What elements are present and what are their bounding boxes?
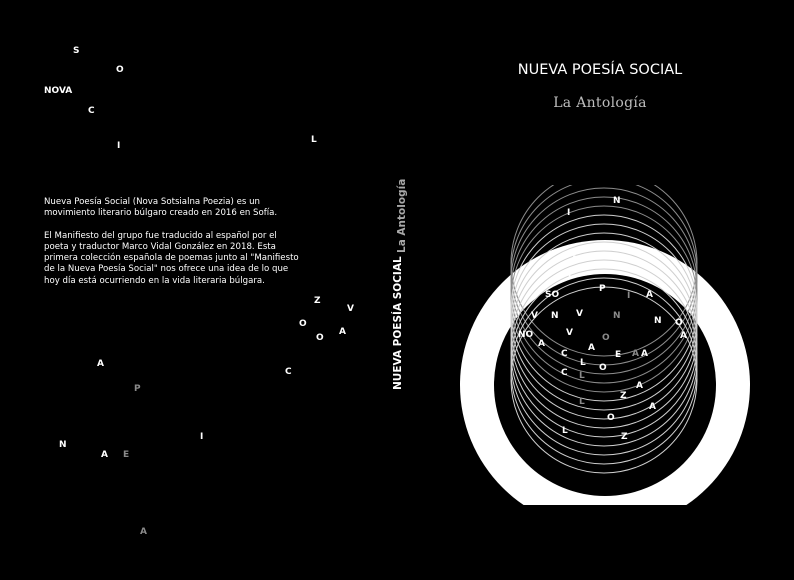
emblem-letter: A (538, 339, 545, 349)
emblem-letter: N (551, 311, 559, 321)
emblem-letter: V (576, 309, 583, 319)
emblem-letter: L (579, 397, 585, 407)
blurb-paragraph-2: El Manifiesto del grupo fue traducido al español por el poeta y traductor Marco Vidal González en 2018. Esta primera colección española de poemas junto al "Manifiesto de la Nueva Poesía Social" nos ofrece una idea de lo que hoy día está ocurriendo en la vida literaria búlgara. (44, 230, 299, 286)
scatter-letter: O (116, 65, 124, 75)
emblem-letter: A (636, 381, 643, 391)
emblem-letter: O (599, 363, 607, 373)
scatter-letter: Z (314, 296, 321, 306)
emblem-letter: A (641, 349, 648, 359)
emblem-letter: L (562, 426, 568, 436)
scatter-letter: S (73, 46, 80, 56)
emblem-letter: E (615, 350, 622, 360)
emblem-letter: A (571, 255, 578, 265)
emblem-letter: N (613, 196, 621, 206)
scatter-letter: L (311, 135, 317, 145)
emblem-letter: L (579, 371, 585, 381)
scatter-letter: NOVA (44, 86, 73, 96)
emblem-letter: V (531, 311, 538, 321)
emblem-letter: O (602, 333, 610, 343)
blurb-paragraph-1: Nueva Poesía Social (Nova Sotsialna Poezia) es un movimiento literario búlgaro creado en 2016 en Sofía. (44, 197, 278, 219)
emblem-letter: NO (518, 330, 534, 340)
cover-emblem (440, 185, 770, 505)
scatter-letter: A (140, 527, 147, 537)
emblem-letter: N (613, 311, 621, 321)
emblem-letter: Z (621, 432, 628, 442)
front-cover-title: NUEVA POESÍA SOCIAL (517, 62, 683, 78)
spine-subtitle: La Antología (396, 178, 408, 253)
scatter-letter: C (285, 367, 292, 377)
emblem-letter: C (561, 368, 568, 378)
scatter-letter: P (134, 384, 141, 394)
scatter-letter: A (97, 359, 104, 369)
emblem-letter: SO (545, 290, 560, 300)
scatter-letter: N (59, 440, 67, 450)
emblem-letter: N (654, 316, 662, 326)
scatter-letter: I (200, 432, 204, 442)
scatter-letter: O (316, 333, 324, 343)
scatter-letter: C (88, 106, 95, 116)
emblem-letter: I (568, 272, 572, 282)
emblem-letter: C (561, 349, 568, 359)
emblem-letter: A (646, 290, 653, 300)
emblem-letter: A (680, 331, 687, 341)
scatter-letter: O (299, 319, 307, 329)
emblem-letter: P (599, 284, 606, 294)
emblem-letter: A (632, 349, 639, 359)
scatter-letter: A (339, 327, 346, 337)
front-cover-subtitle: La Antología (553, 95, 647, 111)
back-cover-blurb (44, 197, 304, 298)
emblem-letter: O (607, 413, 615, 423)
emblem-letter: L (580, 358, 586, 368)
emblem-letter: A (649, 402, 656, 412)
spine-title: NUEVA POESÍA SOCIAL (392, 256, 404, 390)
scatter-letter: A (101, 450, 108, 460)
emblem-letter: V (566, 328, 573, 338)
scatter-letter: V (347, 304, 354, 314)
emblem-letter: A (588, 343, 595, 353)
scatter-letter: I (117, 141, 121, 151)
emblem-letter: Z (620, 391, 627, 401)
emblem-letter: O (675, 318, 683, 328)
emblem-letter: I (567, 208, 571, 218)
emblem-letter: I (627, 291, 631, 301)
scatter-letter: E (123, 450, 130, 460)
